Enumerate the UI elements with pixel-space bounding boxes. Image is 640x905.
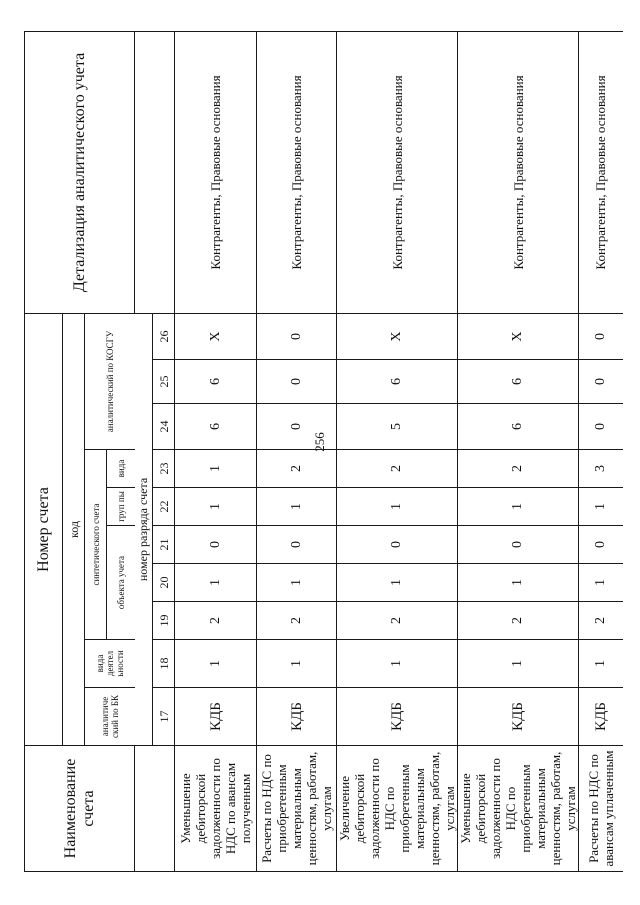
cell-value: КДБ xyxy=(257,688,337,746)
cell-value: X xyxy=(458,313,579,359)
cell-value: 0 xyxy=(257,360,337,404)
cell-value: 0 xyxy=(337,526,458,564)
cell-value: 2 xyxy=(458,450,579,488)
table-row xyxy=(337,31,458,871)
table-row xyxy=(175,31,257,871)
cell-value: 0 xyxy=(257,313,337,359)
cell-value: 2 xyxy=(337,602,458,640)
cell-value: 1 xyxy=(337,640,458,688)
account-name: Расчеты по НДС по приобретенным материальным ценностям, работам, услугам xyxy=(257,746,337,872)
cell-value: 1 xyxy=(579,640,623,688)
cell-value: 2 xyxy=(257,602,337,640)
col-number: 21 xyxy=(153,526,175,564)
header-account-name: Наименование счета xyxy=(25,746,135,872)
cell-value: 0 xyxy=(579,526,623,564)
account-name: Увеличение дебиторской задолженности по НДС по приобретенным материальным ценностям, работам, услугам xyxy=(337,746,458,872)
rotated-page-content xyxy=(20,12,620,892)
col-number: 25 xyxy=(153,360,175,404)
cell-value: 1 xyxy=(175,564,257,602)
account-name: Расчеты по НДС по авансам уплаченным xyxy=(579,746,623,872)
cell-value: 0 xyxy=(579,360,623,404)
cell-value: КДБ xyxy=(458,688,579,746)
cell-value: 1 xyxy=(458,488,579,526)
col-number: 23 xyxy=(153,450,175,488)
cell-value: 1 xyxy=(337,488,458,526)
cell-value: КДБ xyxy=(579,688,623,746)
cell-value: 6 xyxy=(175,404,257,450)
column-number-row xyxy=(153,31,175,871)
cell-value: 6 xyxy=(458,404,579,450)
col-number: 26 xyxy=(153,313,175,359)
analytic-detail: Контрагенты, Правовые основания xyxy=(458,31,579,313)
accounts-table xyxy=(24,31,623,872)
col-number: 20 xyxy=(153,564,175,602)
cell-value: 0 xyxy=(257,404,337,450)
table-row xyxy=(257,31,337,871)
cell-value: 1 xyxy=(175,640,257,688)
cell-value: 1 xyxy=(257,640,337,688)
cell-value: 1 xyxy=(458,640,579,688)
header-detail-spacer xyxy=(135,31,153,313)
cell-value: 2 xyxy=(579,602,623,640)
header-code: код xyxy=(63,313,85,745)
cell-value: 6 xyxy=(458,360,579,404)
analytic-detail: Контрагенты, Правовые основания xyxy=(337,31,458,313)
page-number: 256 xyxy=(312,432,327,452)
header-group: груп пы xyxy=(107,488,135,526)
cell-value: 6 xyxy=(175,360,257,404)
cell-value: 1 xyxy=(175,488,257,526)
header-account-number: Номер счета xyxy=(25,313,63,745)
cell-value: 0 xyxy=(579,404,623,450)
cell-value: 0 xyxy=(579,313,623,359)
table-row xyxy=(458,31,579,871)
cell-value: 1 xyxy=(458,564,579,602)
header-activity-kind: вида деятел ьности xyxy=(85,640,135,688)
table-row xyxy=(579,31,623,871)
cell-value: КДБ xyxy=(337,688,458,746)
header-kind: вида xyxy=(107,450,135,488)
header-synthetic-account: синтетического счета xyxy=(85,450,107,640)
header-analytic-detail: Детализация аналитического учета xyxy=(25,31,135,313)
cell-value: 0 xyxy=(175,526,257,564)
cell-value: 1 xyxy=(257,564,337,602)
cell-value: 1 xyxy=(579,488,623,526)
account-name: Уменьшение дебиторской задолженности по НДС по авансам полученным xyxy=(175,746,257,872)
cell-value: 3 xyxy=(579,450,623,488)
cell-value: 6 xyxy=(337,360,458,404)
col-number: 24 xyxy=(153,404,175,450)
cell-value: 2 xyxy=(337,450,458,488)
cell-value: 5 xyxy=(337,404,458,450)
cell-value: 0 xyxy=(257,526,337,564)
cell-value: КДБ xyxy=(175,688,257,746)
header-category: номер разряда счета xyxy=(135,313,153,745)
analytic-detail: Контрагенты, Правовые основания xyxy=(257,31,337,313)
cell-value: 2 xyxy=(458,602,579,640)
col-number: 19 xyxy=(153,602,175,640)
analytic-detail: Контрагенты, Правовые основания xyxy=(579,31,623,313)
header-analytic-bk: аналитиче ский по БК xyxy=(85,688,135,746)
header-analytic-kosgu: аналитический по КОСГУ xyxy=(85,313,135,449)
header-category-row xyxy=(135,31,153,871)
cell-value: 2 xyxy=(257,450,337,488)
cell-value: 1 xyxy=(175,450,257,488)
cell-value: 1 xyxy=(337,564,458,602)
cell-value: 2 xyxy=(175,602,257,640)
cell-value: X xyxy=(175,313,257,359)
cell-value: 0 xyxy=(458,526,579,564)
header-accounting-object: объекта учета xyxy=(107,526,135,640)
col-number: 22 xyxy=(153,488,175,526)
col-number: 17 xyxy=(153,688,175,746)
account-name: Уменьшение дебиторской задолженности по НДС по приобретенным материальным ценностям, работам, услугам xyxy=(458,746,579,872)
analytic-detail: Контрагенты, Правовые основания xyxy=(175,31,257,313)
header-name-spacer xyxy=(135,746,153,872)
cell-value: X xyxy=(337,313,458,359)
cell-value: 1 xyxy=(579,564,623,602)
cell-value: 1 xyxy=(257,488,337,526)
col-number: 18 xyxy=(153,640,175,688)
header-row-1 xyxy=(25,31,63,871)
